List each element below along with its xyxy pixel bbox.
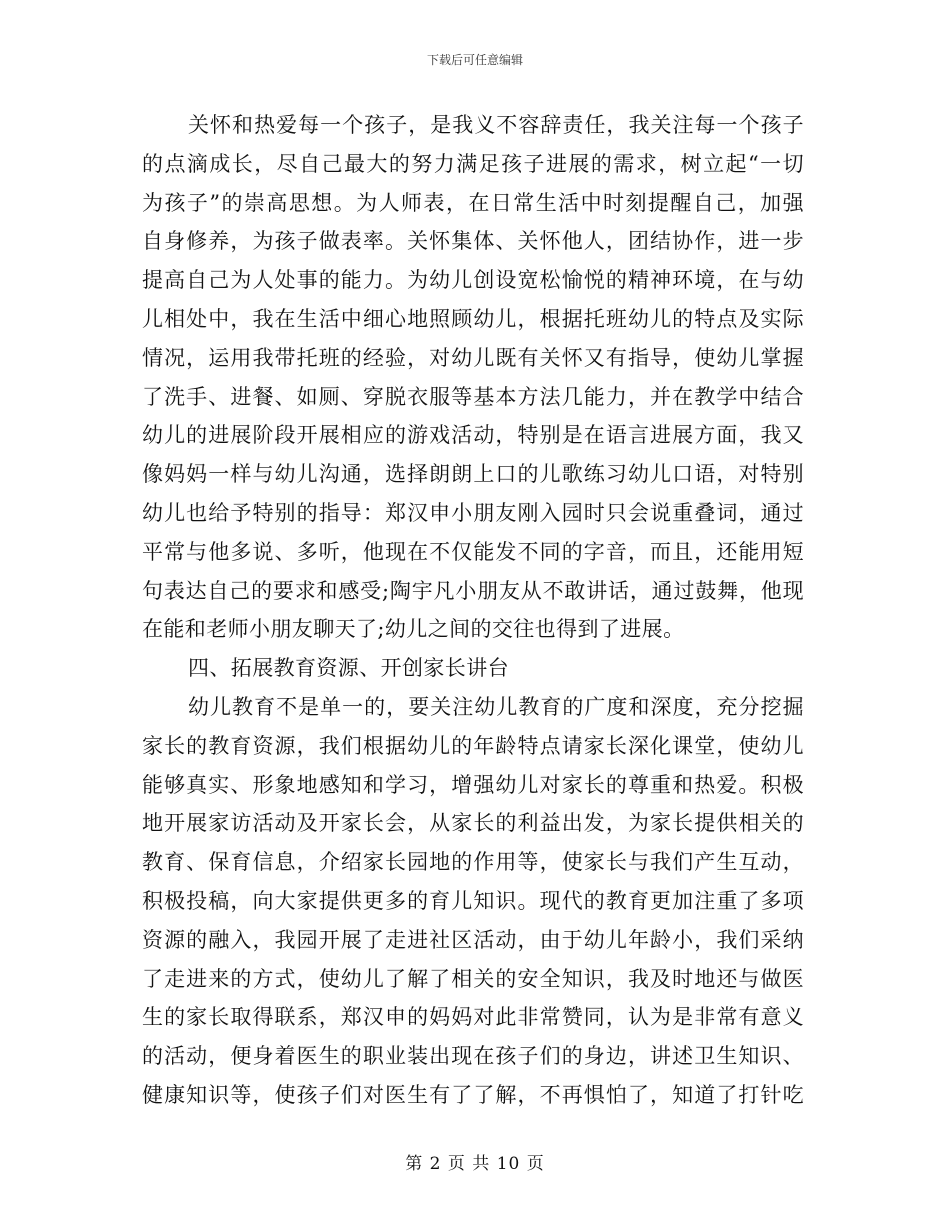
text-line: 地开展家访活动及开家长会，从家长的利益出发，为家长提供相关的 <box>142 811 804 836</box>
text-line: 为孩子”的崇高思想。为人师表，在日常生活中时刻提醒自己，加强 <box>142 190 804 215</box>
document-body <box>142 106 804 1115</box>
text-line: 像妈妈一样与幼儿沟通，选择朗朗上口的儿歌练习幼儿口语，对特别 <box>142 462 804 487</box>
text-line: 的活动，便身着医生的职业装出现在孩子们的身边，讲述卫生知识、 <box>142 1044 804 1069</box>
text-line: 情况，运用我带托班的经验，对幼儿既有关怀又有指导，使幼儿掌握 <box>142 345 804 370</box>
text-line: 能够真实、形象地感知和学习，增强幼儿对家长的尊重和热爱。积极 <box>142 772 804 797</box>
page-header: 下载后可任意编辑 <box>426 53 523 67</box>
text-line: 了走进来的方式，使幼儿了解了相关的安全知识，我及时地还与做医 <box>142 966 804 991</box>
text-line: 在能和老师小朋友聊天了;幼儿之间的交往也得到了进展。 <box>142 617 685 642</box>
text-line: 家长的教育资源，我们根据幼儿的年龄特点请家长深化课堂，使幼儿 <box>142 733 804 758</box>
page-number: 第 2 页 共 10 页 <box>405 1154 545 1174</box>
text-line: 自身修养，为孩子做表率。关怀集体、关怀他人，团结协作，进一步 <box>142 229 804 254</box>
text-line: 幼儿教育不是单一的，要关注幼儿教育的广度和深度，充分挖掘 <box>188 694 804 719</box>
text-line: 幼儿的进展阶段开展相应的游戏活动，特别是在语言进展方面，我又 <box>142 423 804 448</box>
text-line: 积极投稿，向大家提供更多的育儿知识。现代的教育更加注重了多项 <box>142 888 804 913</box>
text-line: 了洗手、进餐、如厕、穿脱衣服等基本方法几能力，并在教学中结合 <box>142 384 804 409</box>
text-line: 教育、保育信息，介绍家长园地的作用等，使家长与我们产生互动， <box>142 850 804 875</box>
text-line: 资源的融入，我园开展了走进社区活动，由于幼儿年龄小，我们采纳 <box>142 927 804 952</box>
text-line: 生的家长取得联系，郑汉申的妈妈对此非常赞同，认为是非常有意义 <box>142 1005 804 1030</box>
text-line: 提高自己为人处事的能力。为幼儿创设宽松愉悦的精神环境，在与幼 <box>142 268 804 293</box>
text-line: 健康知识等，使孩子们对医生有了了解，不再惧怕了，知道了打针吃 <box>142 1082 804 1107</box>
text-line: 平常与他多说、多听，他现在不仅能发不同的字音，而且，还能用短 <box>142 539 804 564</box>
text-line: 儿相处中，我在生活中细心地照顾幼儿，根据托班幼儿的特点及实际 <box>142 306 804 331</box>
text-line: 关怀和热爱每一个孩子，是我义不容辞责任，我关注每一个孩子 <box>188 113 804 137</box>
text-line: 的点滴成长，尽自己最大的努力满足孩子进展的需求，树立起“一切 <box>142 151 804 176</box>
text-line: 幼儿也给予特别的指导：郑汉申小朋友刚入园时只会说重叠词，通过 <box>142 500 804 525</box>
section-heading: 四、拓展教育资源、开创家长讲台 <box>188 656 509 681</box>
text-line: 句表达自己的要求和感受;陶宇凡小朋友从不敢讲话，通过鼓舞，他现 <box>142 578 804 603</box>
